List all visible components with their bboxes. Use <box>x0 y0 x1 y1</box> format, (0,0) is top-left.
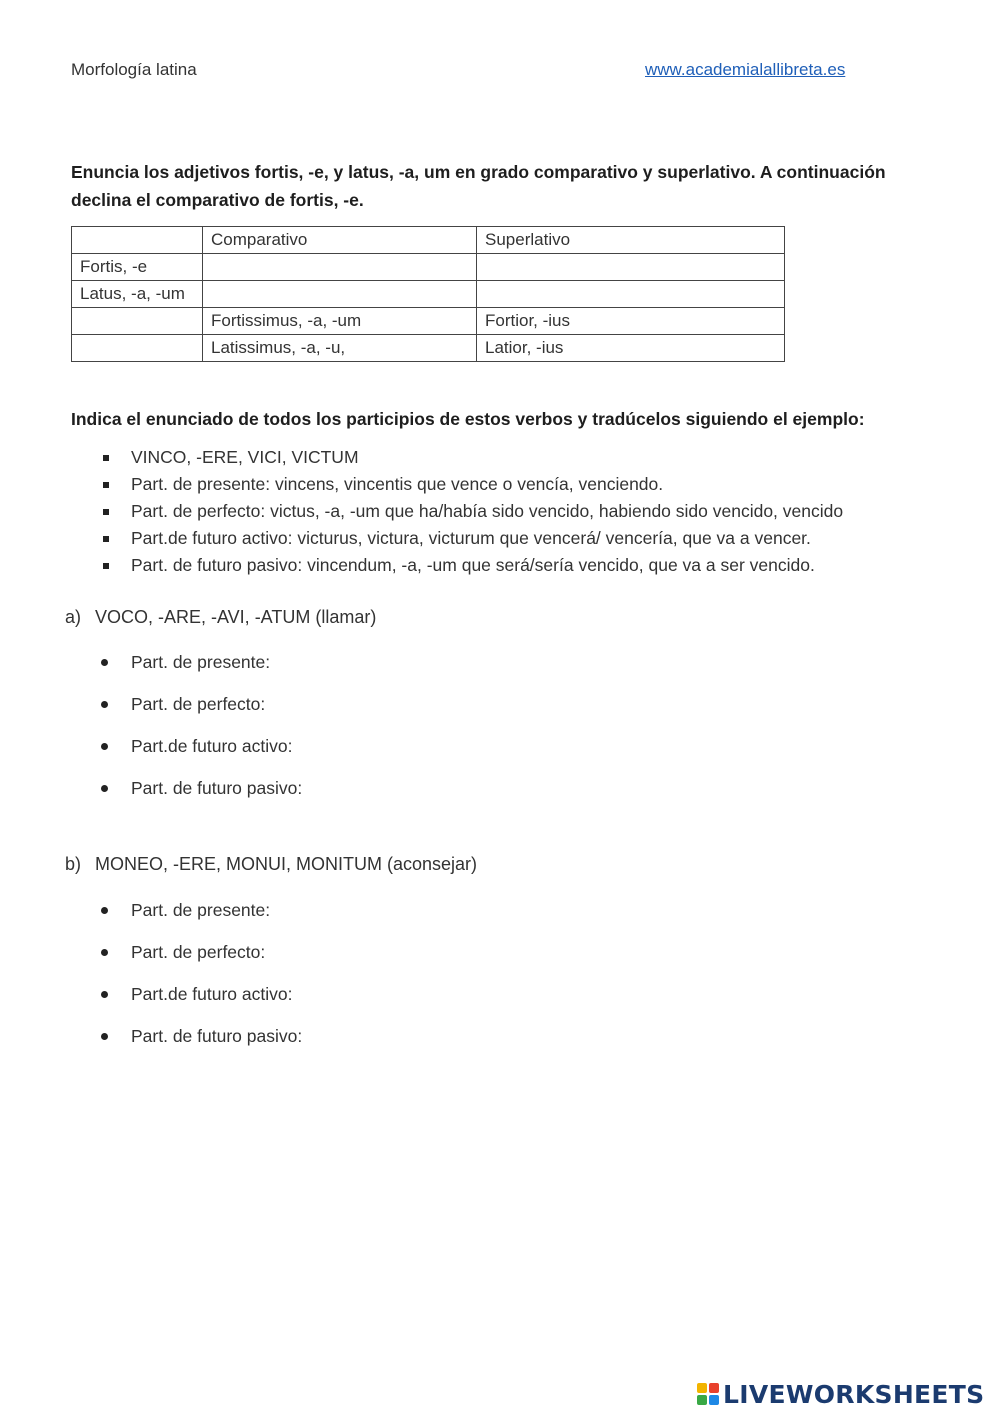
logo-grid-icon <box>697 1383 719 1405</box>
table-cell: Latissimus, -a, -u, <box>203 335 477 362</box>
list-item-text: Part. de futuro pasivo: <box>131 1026 303 1046</box>
square-bullet-icon <box>103 509 109 515</box>
bullet-icon <box>101 1033 108 1040</box>
table-cell: Fortior, -ius <box>477 308 785 335</box>
list-item[interactable] <box>100 938 302 980</box>
adjectives-table <box>71 226 785 362</box>
list-item[interactable] <box>100 690 302 732</box>
answer-cell[interactable] <box>203 254 477 281</box>
document-header-title: Morfología latina <box>71 60 197 79</box>
list-item[interactable] <box>100 896 302 938</box>
bullet-icon <box>101 907 108 914</box>
section-verb: MONEO, -ERE, MONUI, MONITUM (aconsejar) <box>95 854 478 874</box>
logo-text: LIVEWORKSHEETS <box>723 1379 985 1409</box>
square-bullet-icon <box>103 563 109 569</box>
list-item-text: Part. de perfecto: <box>131 694 266 714</box>
answer-cell[interactable] <box>477 281 785 308</box>
section-marker: b) <box>65 854 82 874</box>
list-item-text: VINCO, -ERE, VICI, VICTUM <box>131 447 359 467</box>
table-row-label: Latus, -a, -um <box>72 281 203 308</box>
table-row <box>72 308 785 335</box>
bullet-icon <box>101 991 108 998</box>
liveworksheets-logo <box>697 1378 984 1410</box>
section-marker: a) <box>65 607 82 627</box>
list-item-text: Part.de futuro activo: <box>131 984 293 1004</box>
logo-square <box>697 1395 707 1405</box>
list-item <box>100 498 843 525</box>
list-item[interactable] <box>100 774 302 816</box>
section-a-title <box>65 607 376 628</box>
bullet-icon <box>101 659 108 666</box>
bullet-icon <box>101 949 108 956</box>
list-item-text: Part. de presente: <box>131 900 271 920</box>
logo-square <box>709 1383 719 1393</box>
instruction-participles: Indica el enunciado de todos los participios de estos verbos y tradúcelos siguiendo el ejemplo: <box>71 409 865 429</box>
list-item[interactable] <box>100 1022 302 1064</box>
square-bullet-icon <box>103 455 109 461</box>
square-bullet-icon <box>103 482 109 488</box>
list-item-text: Part. de perfecto: <box>131 942 266 962</box>
table-cell: Latior, -ius <box>477 335 785 362</box>
answer-cell[interactable] <box>477 254 785 281</box>
answer-cell[interactable] <box>203 281 477 308</box>
square-bullet-icon <box>103 536 109 542</box>
section-b-title <box>65 854 477 875</box>
table-row-label: Fortis, -e <box>72 254 203 281</box>
list-item-text: Part.de futuro activo: <box>131 736 293 756</box>
list-item[interactable] <box>100 980 302 1022</box>
table-cell: Fortissimus, -a, -um <box>203 308 477 335</box>
logo-square <box>709 1395 719 1405</box>
table-row <box>72 254 785 281</box>
list-item-text: Part. de presente: vincens, vincentis que vence o vencía, venciendo. <box>131 474 664 494</box>
section-verb: VOCO, -ARE, -AVI, -ATUM (llamar) <box>95 607 377 627</box>
table-row <box>72 281 785 308</box>
table-cell <box>72 227 203 254</box>
table-header-superlativo: Superlativo <box>477 227 785 254</box>
list-item <box>100 471 843 498</box>
list-item-text: Part. de perfecto: victus, -a, -um que ha/había sido vencido, habiendo sido vencido, vencido <box>131 501 844 521</box>
bullet-icon <box>101 743 108 750</box>
list-item-text: Part.de futuro activo: victurus, victura, victurum que vencerá/ vencería, que va a vencer. <box>131 528 811 548</box>
table-header-comparativo: Comparativo <box>203 227 477 254</box>
table-row <box>72 335 785 362</box>
instruction-adjectives: Enuncia los adjetivos fortis, -e, y latus, -a, um en grado comparativo y superlativo. A continuación declina el comparativo de fortis, -e. <box>71 162 886 210</box>
table-row <box>72 227 785 254</box>
list-item <box>100 444 843 471</box>
list-item[interactable] <box>100 732 302 774</box>
list-item-text: Part. de presente: <box>131 652 271 672</box>
logo-square <box>697 1383 707 1393</box>
website-link[interactable]: www.academialallibreta.es <box>645 60 846 79</box>
list-item[interactable] <box>100 648 302 690</box>
list-item-text: Part. de futuro pasivo: vincendum, -a, -um que será/sería vencido, que va a ser vencido. <box>131 555 815 575</box>
answer-cell[interactable] <box>72 308 203 335</box>
section-b-list <box>100 896 302 1064</box>
example-list <box>100 444 843 579</box>
list-item <box>100 525 843 552</box>
list-item <box>100 552 843 579</box>
answer-cell[interactable] <box>72 335 203 362</box>
bullet-icon <box>101 785 108 792</box>
section-a-list <box>100 648 302 816</box>
list-item-text: Part. de futuro pasivo: <box>131 778 303 798</box>
bullet-icon <box>101 701 108 708</box>
